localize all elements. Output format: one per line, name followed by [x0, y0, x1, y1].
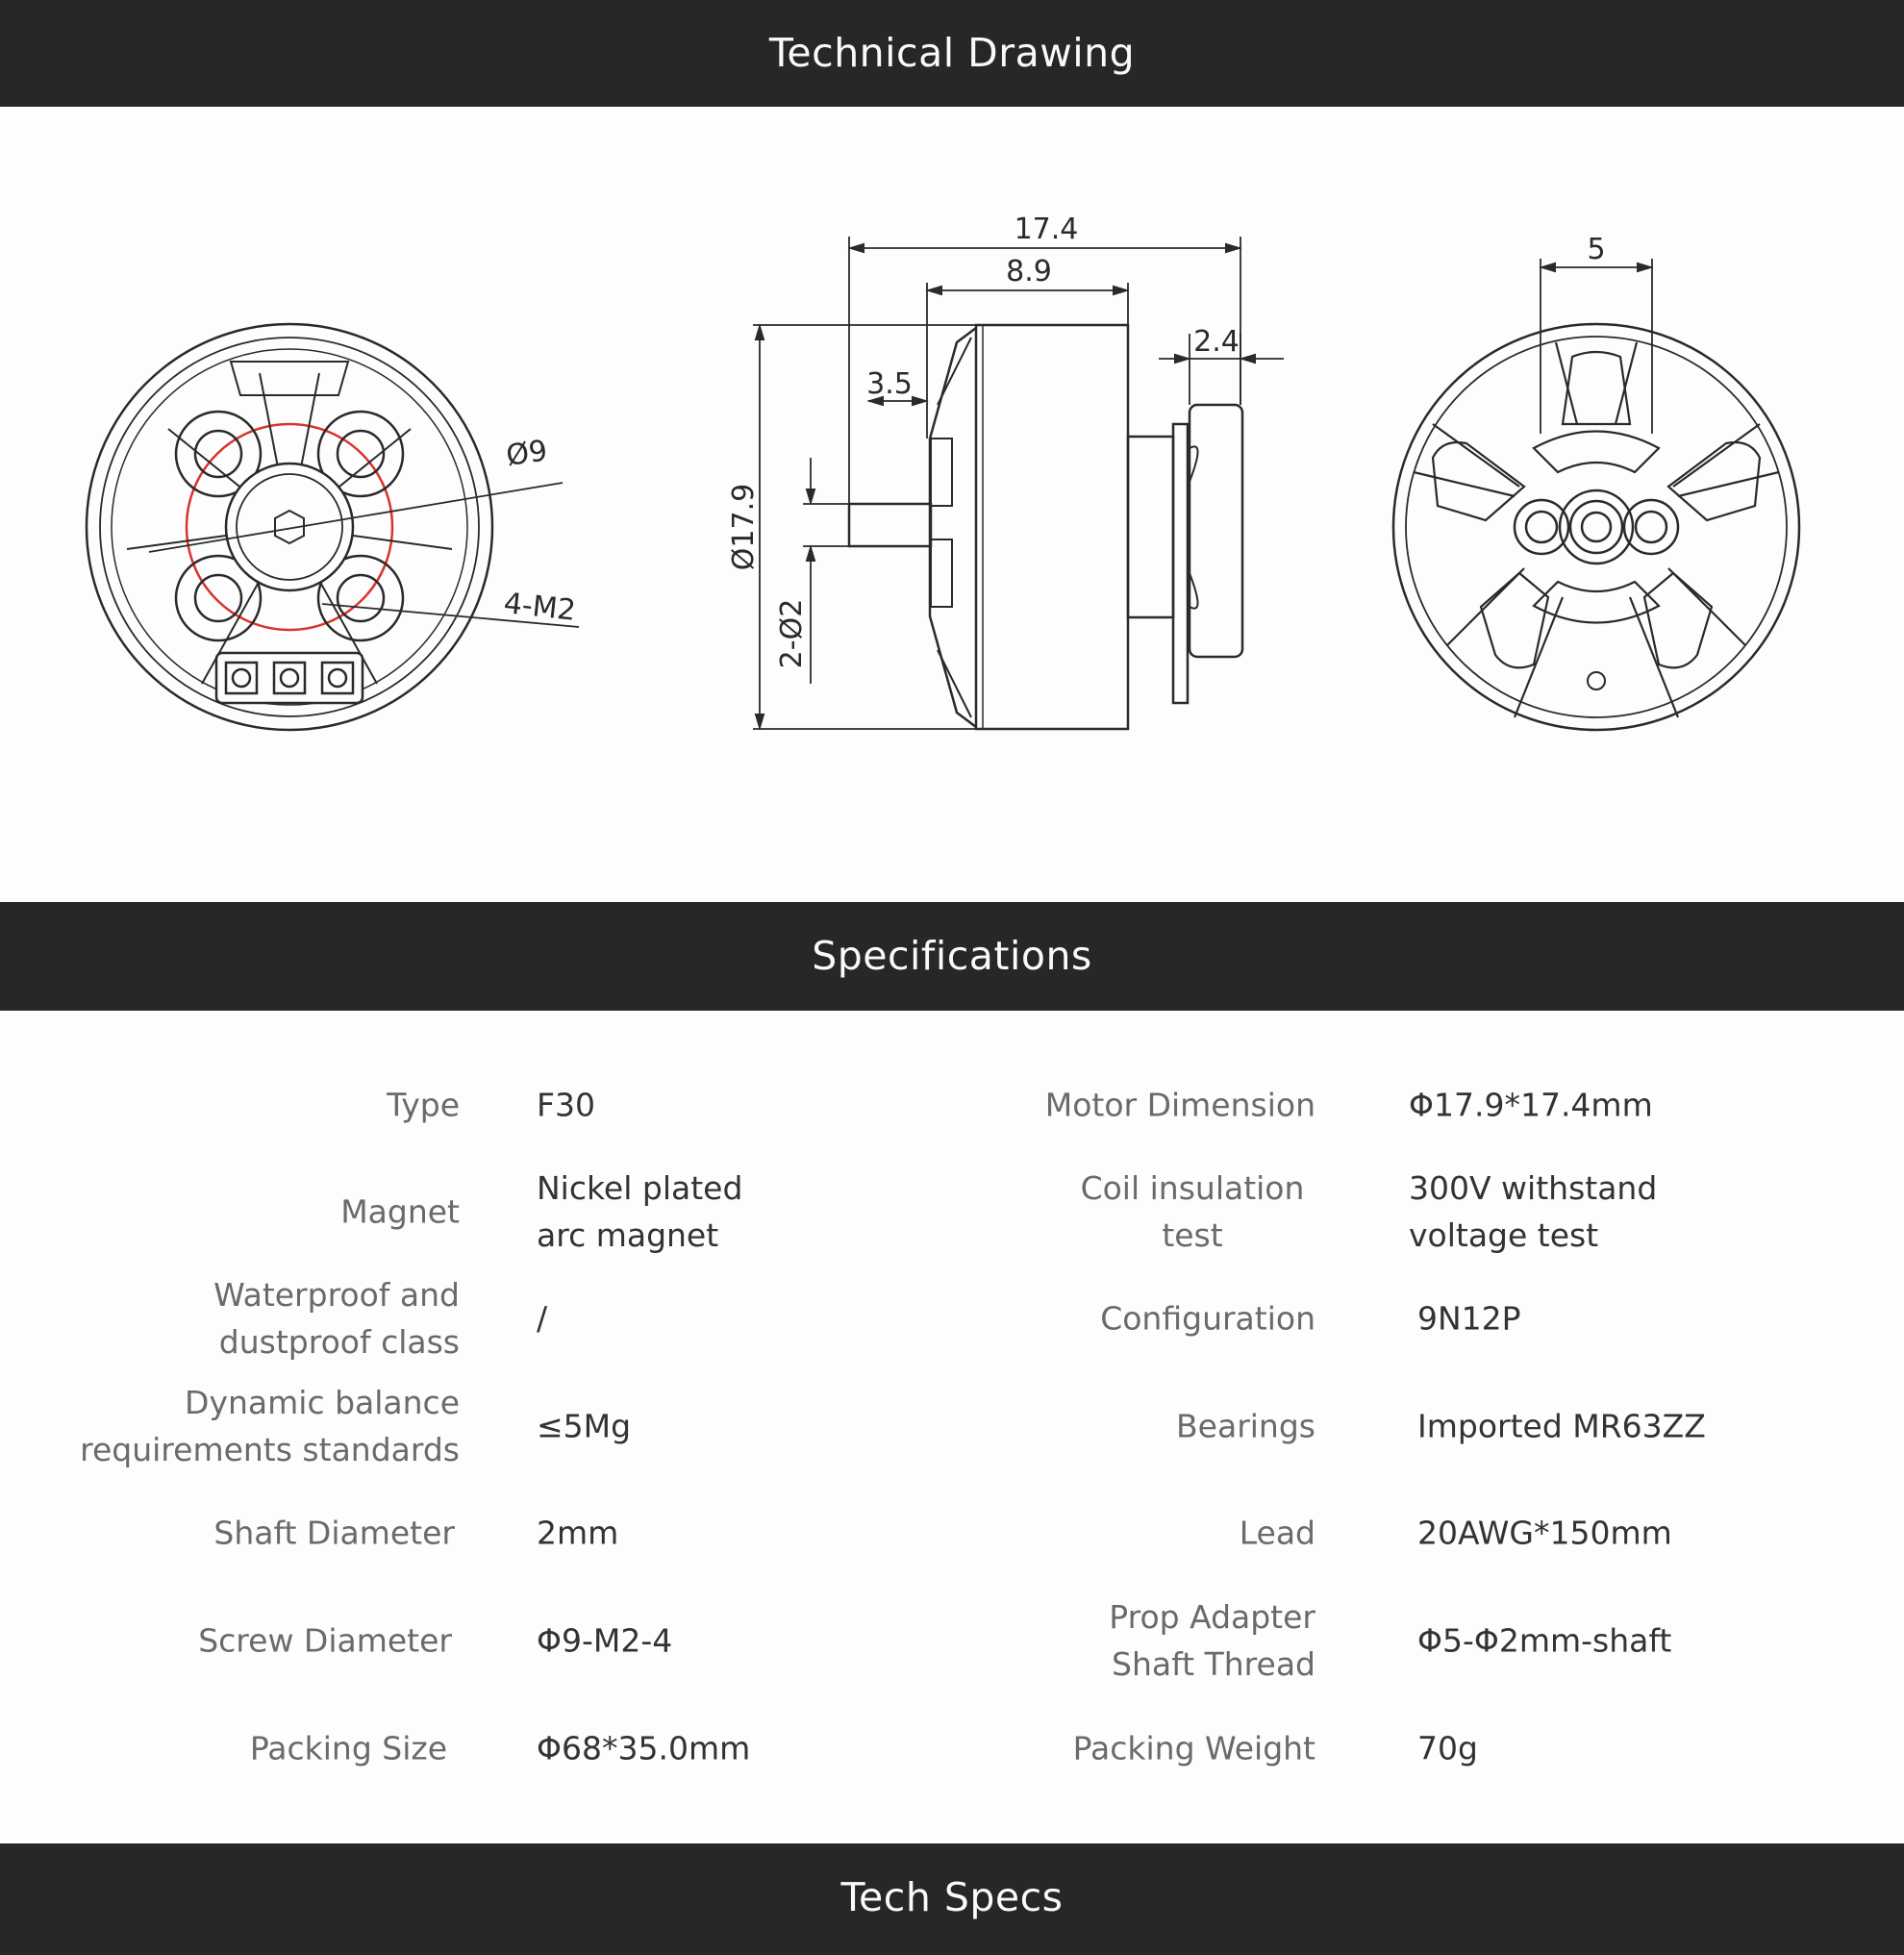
spec-value-motor-dimension: Φ17.9*17.4mm [1409, 1086, 1653, 1124]
dim-label-shaft-protrusion: 3.5 [866, 367, 913, 401]
spec-label-configuration: Configuration [1100, 1299, 1315, 1338]
dim-label-total-length: 17.4 [1014, 213, 1079, 246]
section-header-tech-specs: Tech Specs [0, 1843, 1904, 1955]
side-shaft [849, 504, 931, 546]
front-view [87, 324, 579, 730]
side-bell [976, 325, 1128, 729]
dim-label-4m2: 4-M2 [502, 587, 578, 628]
spec-label-waterproof: Waterproof and dustproof class [213, 1276, 460, 1361]
spec-value-screw-diameter: Φ9-M2-4 [537, 1621, 673, 1660]
side-bell-taper [930, 328, 976, 727]
front-center-hub [226, 464, 353, 590]
dim-label-diameter: Ø17.9 [727, 483, 761, 571]
section-header-technical-drawing: Technical Drawing [0, 0, 1904, 107]
side-flange [1173, 424, 1188, 703]
dim-label-bell-length: 8.9 [1006, 255, 1052, 288]
spec-label-motor-dimension: Motor Dimension [1044, 1086, 1315, 1124]
spec-value-coil-insulation: 300V withstand voltage test [1409, 1169, 1658, 1254]
spec-label-coil-insulation: Coil insulation test [1080, 1169, 1305, 1254]
spec-value-waterproof: / [537, 1299, 548, 1338]
spec-label-screw-diameter: Screw Diameter [198, 1621, 452, 1660]
dim-label-shaft-diameter: 2-Ø2 [775, 598, 809, 669]
spec-value-prop-adapter: Φ5-Φ2mm-shaft [1417, 1621, 1672, 1660]
side-stem [1128, 437, 1173, 617]
spec-label-packing-size: Packing Size [249, 1729, 447, 1767]
specifications-table [0, 1011, 1904, 1843]
spec-value-shaft-diameter: 2mm [537, 1514, 619, 1552]
dim-label-base-thickness: 2.4 [1193, 325, 1240, 359]
rear-spokes [1414, 342, 1779, 717]
spec-label-lead: Lead [1239, 1514, 1315, 1552]
spec-label-magnet: Magnet [340, 1192, 460, 1231]
solder-pads [216, 653, 363, 703]
rear-outer-ring [1393, 324, 1799, 730]
spec-value-dynamic-balance: ≤5Mg [537, 1407, 632, 1445]
spec-value-packing-size: Φ68*35.0mm [537, 1729, 751, 1767]
spec-value-packing-weight: 70g [1417, 1729, 1478, 1767]
spec-label-shaft-diameter: Shaft Diameter [213, 1514, 455, 1552]
spec-label-packing-weight: Packing Weight [1072, 1729, 1315, 1767]
spec-label-bearings: Bearings [1176, 1407, 1315, 1445]
spec-value-configuration: 9N12P [1417, 1299, 1521, 1338]
rear-pockets [1433, 352, 1760, 667]
technical-drawing [0, 107, 1904, 902]
rear-center-bearings [1515, 490, 1678, 564]
spec-label-type: Type [387, 1086, 460, 1124]
dim-label-rear-width: 5 [1587, 233, 1606, 266]
dim-line-o9 [149, 483, 563, 552]
section-header-specifications: Specifications [0, 902, 1904, 1011]
dim-label-o9: Ø9 [504, 434, 550, 473]
rear-view [1393, 259, 1799, 730]
side-base [1190, 405, 1242, 657]
spec-value-lead: 20AWG*150mm [1417, 1514, 1672, 1552]
spec-label-prop-adapter: Prop Adapter Shaft Thread [1109, 1598, 1315, 1683]
technical-drawing-svg [0, 107, 1904, 902]
side-dims [753, 237, 1284, 729]
spec-value-bearings: Imported MR63ZZ [1417, 1407, 1706, 1445]
spec-value-type: F30 [537, 1086, 595, 1124]
spec-value-magnet: Nickel plated arc magnet [537, 1169, 743, 1254]
spec-label-dynamic-balance: Dynamic balance requirements standards [80, 1384, 460, 1468]
